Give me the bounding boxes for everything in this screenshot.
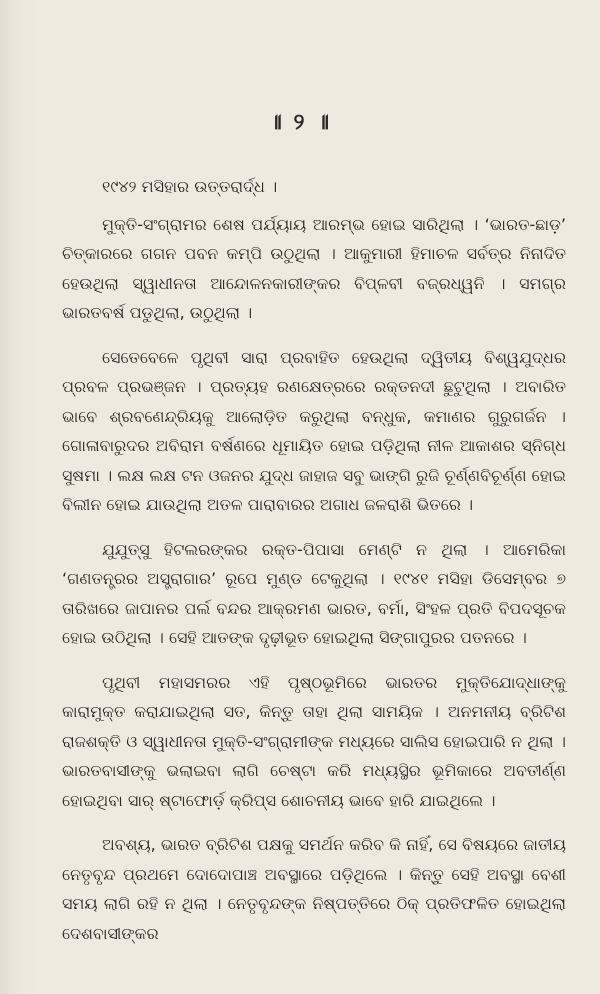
paragraph-3: ସେତେବେଳେ ପୃଥିବୀ ସାରା ପ୍ରବାହିତ ହେଉଥିଲା ଦ୍ୱିତୀୟ ବିଶ୍ୱଯୁଦ୍ଧର ପ୍ରବଳ ପ୍ରଭଞ୍ଜନ । ପ୍ରତ୍ୟହ ରଣକ୍ଷେତ୍ରରେ ରକ୍ତନଦୀ ଛୁଟୁଥିଲା । ଅବାରିତ ଭାବେ ଶ୍ରବଣେନ୍ଦ୍ରିୟକୁ ଆଲୋଡ଼ିତ କରୁଥିଲା ବନ୍ଧୁକ, କମାଣର ଗୁରୁଗର୍ଜନ । ଗୋଳାବାରୁଦର ଅବିରାମ ବର୍ଷଣରେ ଧୂମାୟିତ ହୋଇ ପଡ଼ିଥିଲା ନୀଳ ଆକାଶର ସ୍ନିଗ୍ଧ ସୁଷମା । ଲକ୍ଷ ଲକ୍ଷ ଟନ ଓଜନର ଯୁଦ୍ଧ ଜାହାଜ ସବୁ ଭାଙ୍ଗି ରୁଜି ଚୂର୍ଣ୍ଣବିଚୂର୍ଣ୍ଣ ହୋଇ ବିଲୀନ ହୋଇ ଯାଉଥିଲା ଅତଳ ପାରାବାରର ଅଗାଧ ଜଳରାଶି ଭିତରେ ।	[62, 347, 566, 514]
paragraph-1: ୧୯୪୨ ମସିହାର ଉତ୍ତରାର୍ଦ୍ଧ ।	[102, 177, 278, 196]
paragraph-6: ଅବଶ୍ୟ, ଭାରତ ବ୍ରିଟିଶ ପକ୍ଷକୁ ସମର୍ଥନ କରିବ କି ନାହିଁ, ସେ ବିଷୟରେ ଜାତୀୟ ନେତୃବୃନ୍ଦ ପ୍ରଥମେ ଦୋଦୋପାଞ୍ଚ ଅବସ୍ଥାରେ ପଡ଼ିଥିଲେ । କିନ୍ତୁ ସେହି ଅବସ୍ଥା ବେଶୀ ସମୟ ଲାଗି ରହି ନ ଥିଲା । ନେତୃବୃନ୍ଦଙ୍କ ନିଷ୍ପତ୍ତିରେ ଠିକ୍ ପ୍ରତିଫଳିତ ହୋଇଥିଲା ଦେଶବାସୀଙ୍କର	[62, 835, 566, 943]
chapter-number: ॥ ୨ ॥	[268, 110, 332, 135]
paragraph-5: ପୃଥିବୀ ମହାସମରର ଏହି ପୃଷ୍ଠଭୂମିରେ ଭାରତର ମୁକ୍ତିଯୋଦ୍ଧାଙ୍କୁ କାରାମୁକ୍ତ କରାଯାଇଥିଲା ସତ, କିନ୍ତୁ ତାହା ଥିଲା ସାମୟିକ । ଅନମନୀୟ ବ୍ରିଟିଶ ରାଜଶକ୍ତି ଓ ସ୍ୱାଧୀନତା ମୁକ୍ତି-ସଂଗ୍ରାମୀଙ୍କ ମଧ୍ୟରେ ସାଲିସ ହୋଇପାରି ନ ଥିଲା । ଭାରତବାସୀଙ୍କୁ ଭଲାଇବା ଲାଗି ଚେଷ୍ଟା କରି ମଧ୍ୟସ୍ଥିର ଭୂମିକାରେ ଅବତୀର୍ଣ୍ଣ ହୋଇଥିବା ସାର୍ ଷ୍ଟାଫୋର୍ଡ଼ କ୍ରିପ୍ସ ଶୋଚନୀୟ ଭାବେ ହାରି ଯାଇଥିଲେ ।	[62, 672, 566, 810]
paragraph-4: ଯୁଯୁତ୍ସୁ ହିଟଲରଙ୍କର ରକ୍ତ-ପିପାସା ମେଣ୍ଟି ନ ଥିଲା । ଆମେରିକା ‘ଗଣତନ୍ତ୍ରର ଅସ୍ତ୍ରାଗାର’ ରୂପେ ମୁଣ୍ଡ ଟେକୁଥିଲା । ୧୯୪୧ ମସିହା ଡିସେମ୍ବର ୭ ତାରିଖରେ ଜାପାନର ପର୍ଲ ବନ୍ଦର ଆକ୍ରମଣ ଭାରତ, ବର୍ମା, ସିଂହଳ ପ୍ରତି ବିପଦସୂଚକ ହୋଇ ଉଠିଥିଲା । ସେହି ଆତଙ୍କ ଦୃଢ଼ୀଭୂତ ହୋଇଥିଲା ସିଙ୍ଗାପୁରର ପତନରେ ।	[62, 539, 566, 647]
body-text	[62, 172, 566, 963]
paragraph-2: ମୁକ୍ତି-ସଂଗ୍ରାମର ଶେଷ ପର୍ଯ୍ୟାୟ ଆରମ୍ଭ ହୋଇ ସାରିଥିଲା । ‘ଭାରତ-ଛାଡ଼’ ଚିତ୍କାରରେ ଗଗନ ପବନ କମ୍ପି ଉଠୁଥିଲା । ଆକୁମାରୀ ହିମାଚଳ ସର୍ବତ୍ର ନିନାଦିତ ହେଉଥିଲା ସ୍ୱାଧୀନତା ଆନ୍ଦୋଳନକାରୀଙ୍କର ବିପ୍ଳବୀ ବଜ୍ରଧ୍ୱନି । ସମଗ୍ର ଭାରତବର୍ଷ ପଡୁଥିଲା, ଉଠୁଥିଲା ।	[62, 214, 566, 322]
